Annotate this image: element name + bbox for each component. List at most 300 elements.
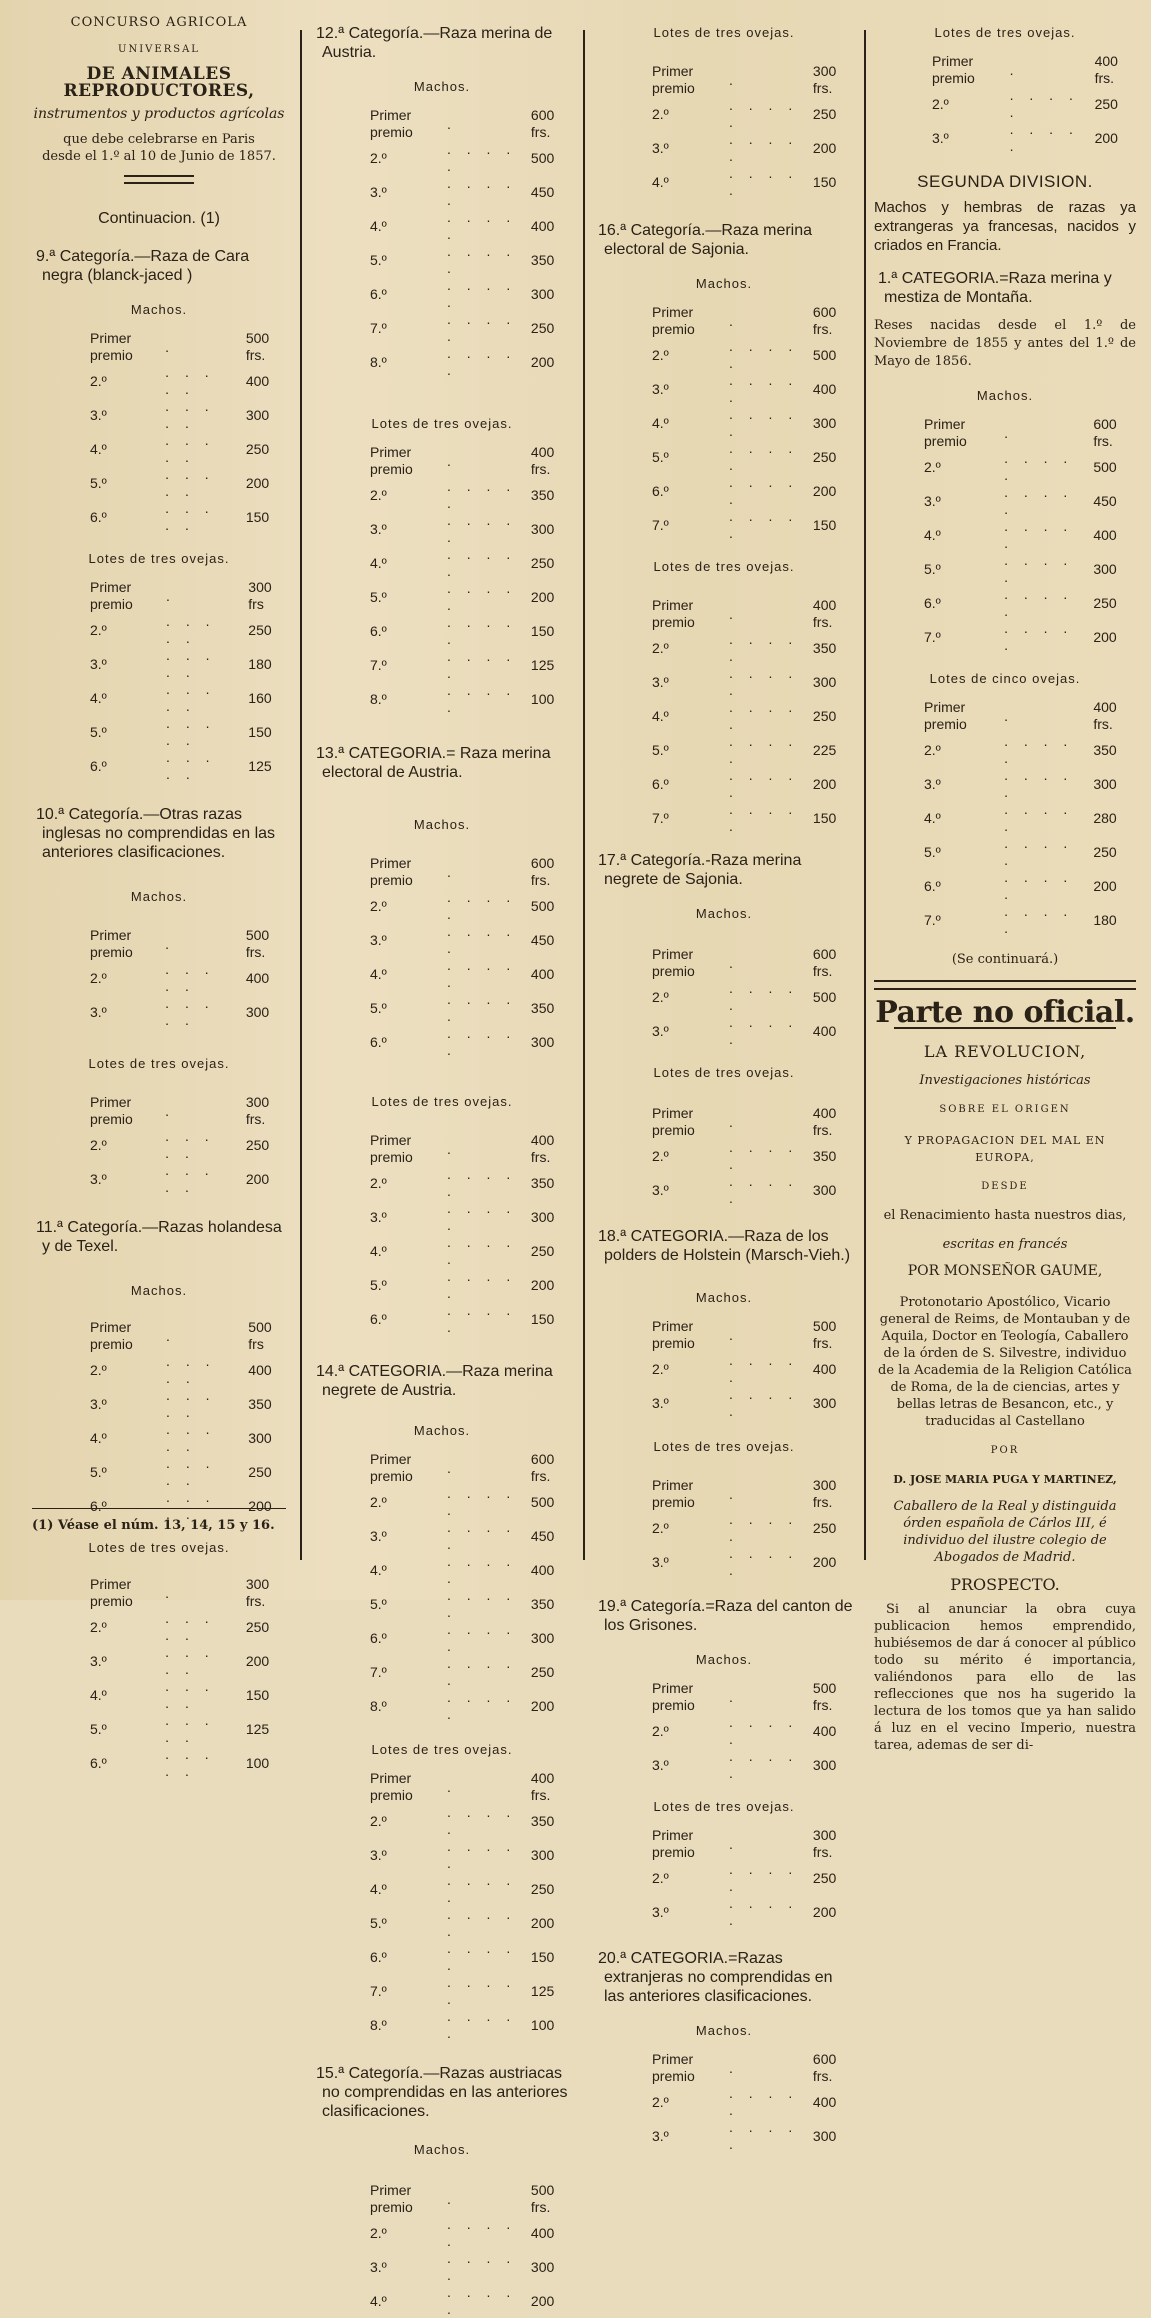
prize-row (370, 1451, 572, 1485)
prize-rank: 5.º (370, 588, 387, 605)
prize-rank: 2.º (652, 2093, 669, 2110)
prize-rank: Primer premio (652, 1827, 695, 1860)
prize-row (370, 546, 572, 580)
prize-table (924, 699, 1136, 937)
prize-amount: 400 (812, 1360, 837, 1377)
revolucion-autor-bio: Protonotario Apostólico, Vicario general de Reims, de Montauban y de Aquila, Doctor en Teología, Caballero de la órden de S. Silvestre, individuo de la Academia de la Religion Católica de Roma, de la de ciencias, artes y bellas letras de Besancon, etc., y traducidas al Castellano (878, 1295, 1132, 1429)
prize-rank: Primer premio (652, 2051, 695, 2084)
prize-leader-dots: . . . . . (447, 175, 517, 208)
prize-rank: Primer premio (90, 1094, 133, 1127)
prize-row (370, 2250, 572, 2284)
prize-table (652, 1477, 854, 1579)
prize-rank: 4.º (652, 707, 669, 724)
prize-table (370, 444, 572, 716)
prize-leader-dots: . . . . . (165, 1162, 215, 1195)
prize-amount: 500 frs. (530, 2182, 555, 2215)
prize-row (370, 580, 572, 614)
machos-label: Machos. (130, 302, 188, 317)
prize-row (90, 715, 286, 749)
prize-leader-dots: . . . . . (1004, 903, 1074, 936)
prize-leader-dots: . . . . . (447, 1940, 517, 1973)
prize-amount: 500 (530, 897, 555, 914)
prize-leader-dots: . . . . . (166, 1455, 216, 1488)
prize-row (370, 682, 572, 716)
prize-rank: 2.º (90, 621, 107, 638)
prize-leader-dots: . . . . . (165, 961, 215, 994)
prize-leader-dots: . (165, 1584, 176, 1601)
prize-leader-dots: . . . . . (447, 580, 517, 613)
prize-leader-dots: . . . . . (166, 681, 216, 714)
prize-table (370, 1770, 572, 2042)
prize-row (652, 631, 854, 665)
continuacion-label: Continuacion. (1) (98, 210, 220, 227)
prize-amount: 300 (812, 2127, 837, 2144)
prize-rank: 2.º (370, 2224, 387, 2241)
prize-leader-dots: . . . . . (447, 1485, 517, 1518)
prize-amount: 250 (1094, 95, 1118, 112)
prize-row (90, 1678, 286, 1712)
prize-leader-dots: . (447, 115, 457, 132)
prize-rank: 5.º (370, 1276, 387, 1293)
prize-leader-dots: . . . . . (1009, 121, 1079, 154)
prize-table (652, 1680, 854, 1782)
prize-row (90, 1576, 286, 1610)
prize-table (370, 1451, 572, 1723)
column-4 (874, 14, 1136, 1753)
prize-amount: 200 (530, 353, 555, 370)
prize-amount: 400 (530, 1561, 555, 1578)
prize-amount: 300 frs (248, 579, 272, 612)
prize-table (90, 579, 286, 783)
prize-rank: 2.º (924, 458, 941, 475)
prize-amount: 500 (530, 149, 555, 166)
prize-leader-dots: . . . . . (729, 1014, 799, 1047)
footnote: (1) Véase el núm. 13, 14, 15 y 16. (32, 1508, 286, 1534)
prize-amount: 350 (530, 486, 555, 503)
prize-rank: 3.º (90, 1395, 107, 1412)
prize-table (652, 1105, 854, 1207)
prize-table (652, 946, 854, 1048)
prize-row (652, 733, 854, 767)
prize-row (652, 1318, 854, 1352)
prize-rank: 4.º (370, 1242, 387, 1259)
prize-leader-dots: . . . . . (165, 432, 215, 465)
prize-amount: 150 (812, 173, 837, 190)
prize-leader-dots: . . . . . (1004, 484, 1074, 517)
prize-rank: 3.º (370, 183, 387, 200)
prize-rank: 2.º (652, 1519, 669, 1536)
prize-leader-dots: . . . . . (729, 1861, 799, 1894)
prize-amount: 500 frs. (812, 1318, 837, 1351)
prize-amount: 250 (530, 319, 555, 336)
prize-amount: 400 (812, 1722, 837, 1739)
prize-table (924, 416, 1136, 654)
prize-amount: 200 (530, 1697, 555, 1714)
prize-amount: 400 (245, 969, 270, 986)
prize-row (652, 2119, 854, 2153)
prize-leader-dots: . . . . . (1004, 620, 1074, 653)
prize-leader-dots: . . . . . (729, 508, 799, 541)
prize-amount: 250 (248, 1463, 272, 1480)
prize-row (924, 767, 1136, 801)
prize-rank: 6.º (370, 1948, 387, 1965)
prize-row (370, 1200, 572, 1234)
prize-rank: 3.º (90, 1170, 107, 1187)
category-1-text: Reses nacidas desde el 1.º de Noviembre de 1855 y antes del 1.º de Mayo de 1856. (874, 318, 1136, 369)
prize-rank: Primer premio (652, 1105, 695, 1138)
prize-amount: 250 (1093, 843, 1117, 860)
prize-amount: 250 (245, 1618, 270, 1635)
prize-amount: 150 (245, 508, 270, 525)
prize-amount: 125 (530, 1982, 555, 1999)
prize-leader-dots: . (1004, 424, 1014, 441)
prize-amount: 350 (812, 1147, 837, 1164)
prize-amount: 250 (245, 440, 270, 457)
prize-leader-dots: . . . . . (447, 2284, 517, 2317)
prize-rank: 5.º (924, 560, 941, 577)
prize-rank: 3.º (652, 1022, 669, 1039)
prize-leader-dots: . (729, 605, 739, 622)
prize-amount: 400 (812, 380, 837, 397)
prize-amount: 300 (248, 1429, 272, 1446)
prize-row (90, 961, 286, 995)
prize-rank: Primer premio (652, 63, 695, 96)
prize-amount: 500 (1093, 458, 1117, 475)
prize-rank: 2.º (370, 897, 387, 914)
prize-row (924, 903, 1136, 937)
prize-rank: 7.º (924, 911, 941, 928)
prize-row (90, 995, 286, 1029)
prize-rank: 6.º (370, 1310, 387, 1327)
prize-leader-dots: . . . . . (447, 345, 517, 378)
prize-amount: 300 (530, 1846, 555, 1863)
prize-amount: 100 (530, 2016, 555, 2033)
prize-row (90, 647, 286, 681)
prize-rank: 3.º (370, 2258, 387, 2275)
lotes-label: Lotes de tres ovejas. (653, 25, 795, 40)
prize-row (652, 2085, 854, 2119)
prize-table (652, 1827, 854, 1929)
revolucion-autor: POR MONSEÑOR GAUME, (907, 1263, 1103, 1279)
prize-leader-dots: . . . . . (447, 1200, 517, 1233)
prospecto-text: Si al anunciar la obra cuya publicacion hemos emprendido, hubiésemos de dar á conocer al público todo su mérito é importancia, valiéndonos para ello de las reflecciones que nos ha sugerido la lectura de los tomos que ya han salido á luz en el vecino Imperio, nuestra tarea, ademas de ser di- (874, 1602, 1136, 1753)
prize-rank: 5.º (90, 723, 107, 740)
prize-amount: 150 (248, 723, 272, 740)
prize-rank: 6.º (652, 775, 669, 792)
prize-leader-dots: . . . . . (166, 1387, 216, 1420)
prize-row (652, 165, 854, 199)
prize-rank: 6.º (924, 594, 941, 611)
prize-rank: Primer premio (370, 444, 413, 477)
prize-row (652, 767, 854, 801)
prize-row (370, 1166, 572, 1200)
prize-row (932, 87, 1136, 121)
prize-row (924, 620, 1136, 654)
prize-row (370, 512, 572, 546)
prize-leader-dots: . . . . . (166, 1421, 216, 1454)
prize-leader-dots: . . . . . (447, 2008, 517, 2041)
prize-leader-dots: . . . . . (729, 801, 799, 834)
prize-leader-dots: . . . . . (447, 1804, 517, 1837)
revolucion-subtitle: Investigaciones históricas (919, 1073, 1091, 1088)
prize-rank: 2.º (652, 639, 669, 656)
prize-leader-dots: . (447, 1140, 457, 1157)
prize-amount: 300 (812, 1756, 837, 1773)
prize-row (924, 552, 1136, 586)
prize-table (932, 53, 1136, 155)
prize-row (652, 1895, 854, 1929)
prize-row (652, 1105, 854, 1139)
category-10-title: 10.ª Categoría.—Otras razas inglesas no comprendidas en las anteriores clasificaciones. (36, 806, 276, 861)
prize-leader-dots: . . . . . (1004, 450, 1074, 483)
prize-amount: 150 (530, 622, 555, 639)
prize-row (652, 304, 854, 338)
prize-leader-dots: . . . . . (729, 474, 799, 507)
prize-row (924, 835, 1136, 869)
prize-rank: 3.º (652, 2127, 669, 2144)
prize-table (370, 1132, 572, 1336)
prize-rank: 6.º (652, 482, 669, 499)
prize-rank: 2.º (652, 988, 669, 1005)
revolucion-desde: DESDE (981, 1181, 1029, 1192)
prize-row (652, 1861, 854, 1895)
prize-rank: 3.º (370, 1208, 387, 1225)
prize-rank: 5.º (924, 843, 941, 860)
prize-leader-dots: . . . . . (447, 1974, 517, 2007)
prize-row (90, 1319, 286, 1353)
prize-leader-dots: . (729, 71, 739, 88)
prize-amount: 200 (530, 1276, 555, 1293)
prize-leader-dots: . . . . . (729, 1352, 799, 1385)
prize-row (370, 1234, 572, 1268)
prize-amount: 350 (530, 1174, 555, 1191)
prize-leader-dots: . . . . . (447, 1872, 517, 1905)
prize-rank: 7.º (924, 628, 941, 645)
prize-amount: 200 (1094, 129, 1118, 146)
header-animales: DE ANIMALES REPRODUCTORES, (63, 64, 255, 101)
prize-row (924, 450, 1136, 484)
prize-leader-dots: . . . . . (165, 398, 215, 431)
prize-leader-dots: . (447, 452, 457, 469)
prize-leader-dots: . . . . . (729, 2119, 799, 2152)
prize-rank: 3.º (90, 1652, 107, 1669)
prize-amount: 400 frs. (1093, 699, 1117, 732)
prize-rank: 3.º (90, 1003, 107, 1020)
prize-row (652, 1680, 854, 1714)
prize-amount: 300 (245, 406, 270, 423)
prize-rank: 6.º (90, 1497, 107, 1514)
prize-amount: 200 (1093, 628, 1117, 645)
prize-amount: 300 frs. (245, 1576, 270, 1609)
prize-row (370, 1268, 572, 1302)
prize-table (90, 1576, 286, 1780)
prize-row (370, 175, 572, 209)
prize-amount: 500 frs. (812, 1680, 837, 1713)
prize-amount: 400 frs. (812, 597, 837, 630)
lotes-label: Lotes de tres ovejas. (934, 25, 1076, 40)
prize-leader-dots: . . . . . (729, 767, 799, 800)
prize-rank: 3.º (652, 1394, 669, 1411)
category-19-title: 19.ª Categoría.=Raza del canton de los Grisones. (598, 1598, 853, 1634)
prize-row (90, 330, 286, 364)
lotes-label: Lotes de tres ovejas. (88, 1540, 230, 1555)
prize-rank: 4.º (90, 1686, 107, 1703)
prize-row (924, 801, 1136, 835)
prize-row (90, 1421, 286, 1455)
prize-row (370, 1906, 572, 1940)
prize-leader-dots: . . . . . (447, 209, 517, 242)
prize-rank: 2.º (370, 1812, 387, 1829)
prize-row (370, 1519, 572, 1553)
prize-rank: 4.º (652, 173, 669, 190)
prize-row (370, 1025, 572, 1059)
prize-leader-dots: . . . . . (447, 923, 517, 956)
prize-leader-dots: . . . . . (1004, 552, 1074, 585)
machos-label: Machos. (413, 817, 471, 832)
prize-amount: 150 (812, 516, 837, 533)
prize-leader-dots: . . . . . (729, 699, 799, 732)
prize-leader-dots: . . . . . (729, 733, 799, 766)
prize-rank: 5.º (370, 1595, 387, 1612)
machos-label: Machos. (413, 1423, 471, 1438)
prize-amount: 400 (530, 2224, 555, 2241)
prize-row (924, 416, 1136, 450)
lotes-label: Lotes de cinco ovejas. (929, 671, 1081, 686)
prize-leader-dots: . . . . . (447, 1268, 517, 1301)
prize-amount: 500 (812, 988, 837, 1005)
prize-rank: 2.º (370, 1174, 387, 1191)
prize-rank: Primer premio (652, 304, 695, 337)
prize-amount: 180 (248, 655, 272, 672)
lotes-label: Lotes de tres ovejas. (371, 1094, 513, 1109)
prize-rank: 6.º (90, 1754, 107, 1771)
prize-row (370, 277, 572, 311)
prize-amount: 250 (530, 1242, 555, 1259)
prize-amount: 300 frs. (812, 1827, 837, 1860)
prize-leader-dots: . . . . . (729, 1895, 799, 1928)
prize-row (90, 681, 286, 715)
prize-amount: 250 (812, 707, 837, 724)
prize-rank: 7.º (370, 319, 387, 336)
prize-leader-dots: . (447, 2190, 457, 2207)
prize-amount: 250 (530, 554, 555, 571)
prize-amount: 600 frs. (530, 855, 555, 888)
prize-leader-dots: . . . . . (447, 991, 517, 1024)
prize-row (370, 1689, 572, 1723)
prize-amount: 200 (812, 775, 837, 792)
prize-rank: 4.º (90, 440, 107, 457)
prize-rank: 3.º (370, 931, 387, 948)
prize-rank: 3.º (90, 655, 107, 672)
prize-rank: 5.º (370, 251, 387, 268)
prize-row (652, 1511, 854, 1545)
prize-leader-dots: . . . . . (729, 440, 799, 473)
prize-row (90, 613, 286, 647)
revolucion-traductor-bio: Caballero de la Real y distinguida órden española de Cárlos III, é individuo del ilustre colegio de Abogados de Madrid. (893, 1499, 1117, 1565)
prize-amount: 400 (530, 217, 555, 234)
prize-leader-dots: . . . . . (729, 1511, 799, 1544)
prize-rank: 2.º (652, 1147, 669, 1164)
prize-rank: Primer premio (370, 1451, 413, 1484)
prize-amount: 350 (812, 639, 837, 656)
revolucion-escritas: escritas en francés (942, 1237, 1068, 1252)
prize-leader-dots: . . . . . (165, 1712, 215, 1745)
prize-rank: 2.º (90, 969, 107, 986)
header-concurso: CONCURSO AGRICOLA (70, 15, 248, 30)
category-17-title: 17.ª Categoría.-Raza merina negrete de Sajonia. (598, 852, 802, 888)
prize-table (90, 1319, 286, 1523)
prize-row (652, 597, 854, 631)
prize-rank: Primer premio (652, 1477, 695, 1510)
prize-amount: 150 (245, 1686, 270, 1703)
prize-rank: Primer premio (370, 107, 413, 140)
prize-rank: Primer premio (370, 1132, 413, 1165)
lotes-label: Lotes de tres ovejas. (88, 1056, 230, 1071)
prize-rank: 2.º (370, 149, 387, 166)
prize-amount: 450 (530, 1527, 555, 1544)
prize-rank: 2.º (370, 1493, 387, 1510)
prize-row (370, 2284, 572, 2318)
category-18-title: 18.ª CATEGORIA.—Raza de los polders de Holstein (Marsch-Vieh.) (598, 1228, 851, 1264)
prize-amount: 400 frs. (530, 444, 555, 477)
prize-amount: 400 frs. (530, 1770, 555, 1803)
prize-rank: 2.º (90, 372, 107, 389)
prize-amount: 250 (812, 105, 837, 122)
prize-amount: 500 frs (248, 1319, 272, 1352)
prize-table (652, 2051, 854, 2153)
prize-leader-dots: . . . . . (729, 406, 799, 439)
prize-amount: 400 (812, 2093, 837, 2110)
prize-rank: 4.º (370, 1561, 387, 1578)
prize-row (90, 364, 286, 398)
prize-rank: 6.º (370, 285, 387, 302)
prize-leader-dots: . . . . . (729, 665, 799, 698)
prize-leader-dots: . (729, 312, 739, 329)
prize-row (370, 1485, 572, 1519)
prize-row (652, 372, 854, 406)
lotes-label: Lotes de tres ovejas. (371, 1742, 513, 1757)
prize-amount: 250 (530, 1663, 555, 1680)
prize-amount: 150 (530, 1310, 555, 1327)
prize-amount: 280 (1093, 809, 1117, 826)
prize-leader-dots: . . . . . (165, 995, 215, 1028)
prize-row (652, 801, 854, 835)
prize-amount: 250 (530, 1880, 555, 1897)
prize-leader-dots: . . . . . (447, 546, 517, 579)
category-1-title: 1.ª CATEGORIA.=Raza merina y mestiza de Montaña. (878, 270, 1112, 306)
prize-rank: 5.º (370, 1914, 387, 1931)
prize-row (652, 440, 854, 474)
prize-rank: 4.º (924, 809, 941, 826)
column-rule-2 (583, 30, 585, 1560)
prize-rank: 4.º (652, 414, 669, 431)
prize-rank: Primer premio (924, 699, 967, 732)
revolucion-traductor: D. JOSE MARIA PUGA Y MARTINEZ, (893, 1473, 1117, 1486)
prize-rank: 2.º (90, 1618, 107, 1635)
prize-row (90, 398, 286, 432)
prize-rank: 8.º (370, 1697, 387, 1714)
category-20-title: 20.ª CATEGORIA.=Razas extranjeras no comprendidas en las anteriores clasificaciones. (598, 1950, 833, 2005)
prize-leader-dots: . . . . . (166, 1353, 216, 1386)
prize-amount: 350 (530, 1812, 555, 1829)
prize-rank: Primer premio (370, 2182, 413, 2215)
prize-rank: 6.º (924, 877, 941, 894)
prize-leader-dots: . . . . . (165, 1678, 215, 1711)
prize-row (370, 1940, 572, 1974)
machos-label: Machos. (976, 388, 1034, 403)
prize-rank: 5.º (90, 1463, 107, 1480)
prize-leader-dots: . . . . . (165, 1610, 215, 1643)
